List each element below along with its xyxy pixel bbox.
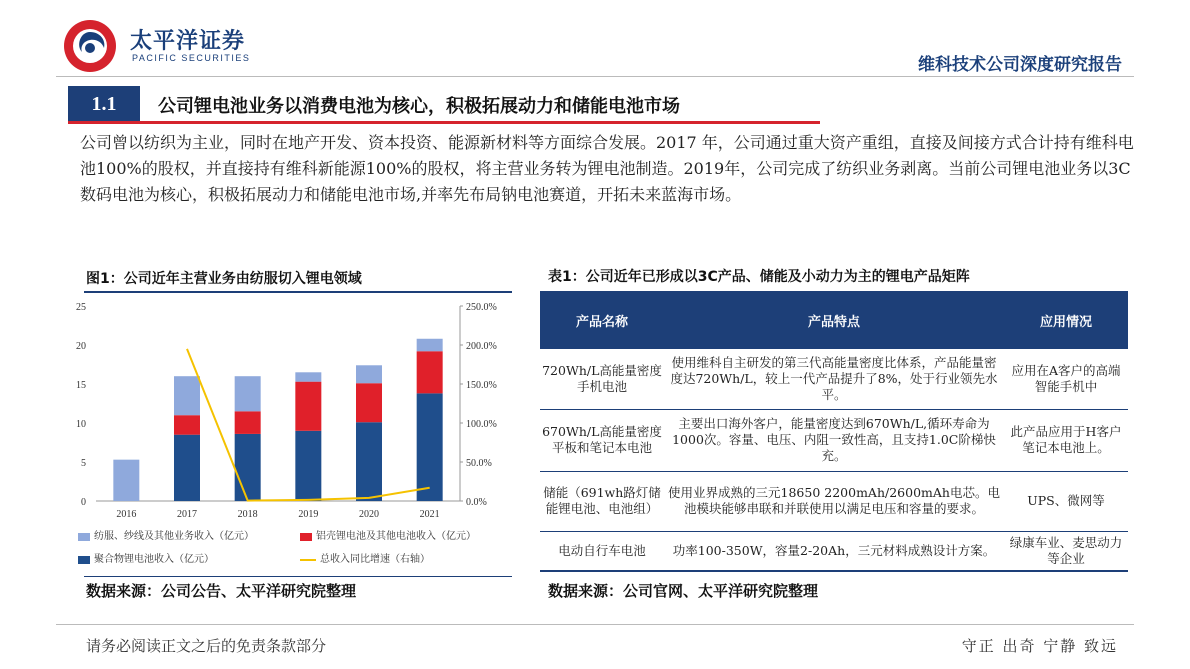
bar-segment — [417, 339, 443, 351]
x-tick-label: 2016 — [116, 509, 137, 520]
x-tick-label: 2019 — [298, 509, 319, 520]
table-row — [540, 349, 1128, 409]
body-paragraph: 公司曾以纺织为主业，同时在地产开发、资本投资、能源新材料等方面综合发展。2017 年，公司通过重大资产重组，直接及间接方式合计持有维科电池100%的股权，并直接持有维科新能源100%的股权，将主营业务转为锂电池制造。2019年，公司完成了纺织业务剥离。当前公司锂电池业务以3C数码电池为核心，积极拓展动力和储能电池市场,并率先布局钠电池赛道，开拓未来蓝海市场。 — [80, 133, 1134, 204]
company-logo — [60, 12, 280, 72]
x-tick-label: 2020 — [359, 509, 379, 520]
revenue-chart — [68, 296, 518, 524]
legend-label: 总收入同比增速（右轴） — [320, 554, 430, 565]
figure-source-rule — [84, 576, 512, 577]
y-tick-left: 20 — [76, 341, 86, 352]
logo-mark-icon — [60, 12, 124, 76]
footer-disclaimer: 请务必阅读正文之后的免责条款部分 — [86, 637, 327, 655]
legend-item-aluminum — [300, 527, 476, 542]
bar-segment — [174, 376, 200, 415]
table-row — [540, 471, 1128, 531]
y-tick-left: 5 — [81, 458, 86, 469]
section-underline — [68, 121, 820, 124]
bar-segment — [113, 460, 139, 501]
cell-product-features: 使用维科自主研发的第三代高能量密度比体系，产品能量密度达720Wh/L，较上一代产品提升了8%，处于行业领先水平。 — [664, 349, 1004, 409]
bar-segment — [174, 415, 200, 435]
legend-label: 纺服、纱线及其他业务收入（亿元） — [94, 531, 254, 542]
header-divider — [56, 76, 1134, 77]
bar-segment — [174, 435, 200, 501]
y-tick-right: 100.0% — [466, 419, 497, 430]
section-number: 1.1 — [68, 86, 140, 122]
footer-motto: 守正 出奇 宁静 致远 — [961, 637, 1118, 655]
cell-product-name: 720Wh/L高能量密度手机电池 — [540, 349, 664, 409]
bar-segment — [295, 372, 321, 381]
cell-product-name: 电动自行车电池 — [540, 531, 664, 571]
bar-segment — [235, 376, 261, 411]
cell-product-features: 使用业界成熟的三元18650 2200mAh/2600mAh电芯。电池模块能够串联和并联使用以满足电压和容量的要求。 — [664, 471, 1004, 531]
section-heading — [68, 86, 820, 122]
cell-product-features: 主要出口海外客户，能量密度达到670Wh/L,循环寿命为1000次。容量、电压、内阻一致性高，且支持1.0C阶梯快充。 — [664, 409, 1004, 471]
legend-label: 铝壳锂电池及其他电池收入（亿元） — [316, 531, 476, 542]
header-application: 应用情况 — [1004, 291, 1128, 349]
cell-product-name: 储能（691wh路灯储能锂电池、电池组） — [540, 471, 664, 531]
bar-segment — [295, 382, 321, 431]
table-header-row — [540, 291, 1128, 349]
bar-segment — [356, 422, 382, 501]
cell-product-features: 功率100-350W，容量2-20Ah，三元材料成熟设计方案。 — [664, 531, 1004, 571]
header-product-name: 产品名称 — [540, 291, 664, 349]
legend-item-polymer — [78, 550, 214, 565]
cell-application: 应用在A客户的高端智能手机中 — [1004, 349, 1128, 409]
legend-swatch — [78, 533, 90, 541]
y-tick-right: 150.0% — [466, 380, 497, 391]
y-tick-left: 0 — [81, 497, 86, 508]
x-tick-label: 2018 — [237, 509, 258, 520]
bar-segment — [235, 434, 261, 501]
bar-segment — [356, 365, 382, 383]
logo-text-cn: 太平洋证券 — [130, 29, 246, 54]
legend-label: 聚合物锂电池收入（亿元） — [94, 554, 214, 565]
table-source: 数据来源：公司官网、太平洋研究院整理 — [548, 582, 819, 600]
y-tick-right: 0.0% — [466, 497, 487, 508]
legend-line-swatch — [300, 559, 316, 561]
report-title: 维科技术公司深度研究报告 — [918, 55, 1122, 75]
footer-divider — [56, 624, 1134, 625]
logo-text-en: PACIFIC SECURITIES — [132, 53, 251, 63]
cell-application: 此产品应用于H客户笔记本电池上。 — [1004, 409, 1128, 471]
product-matrix-table — [540, 291, 1128, 572]
section-title: 公司锂电池业务以消费电池为核心，积极拓展动力和储能电池市场 — [158, 96, 680, 117]
legend-item-textile — [78, 527, 254, 542]
legend-swatch — [300, 533, 312, 541]
table-title: 表1：公司近年已形成以3C产品、储能及小动力为主的锂电产品矩阵 — [548, 269, 970, 285]
figure-title: 图1：公司近年主营业务由纺服切入锂电领域 — [86, 271, 362, 287]
header-product-features: 产品特点 — [664, 291, 1004, 349]
table-row — [540, 409, 1128, 471]
x-tick-label: 2017 — [177, 509, 197, 520]
y-tick-left: 10 — [76, 419, 86, 430]
figure-source: 数据来源：公司公告、太平洋研究院整理 — [86, 582, 357, 600]
bar-segment — [356, 383, 382, 422]
bar-segment — [417, 393, 443, 501]
cell-product-name: 670Wh/L高能量密度平板和笔记本电池 — [540, 409, 664, 471]
x-tick-label: 2021 — [419, 509, 440, 520]
y-tick-right: 200.0% — [466, 341, 497, 352]
table-row — [540, 531, 1128, 571]
cell-application: 绿康车业、麦思动力等企业 — [1004, 531, 1128, 571]
figure-title-rule — [84, 291, 512, 293]
legend-swatch — [78, 556, 90, 564]
y-tick-left: 15 — [76, 380, 86, 391]
bar-segment — [417, 351, 443, 393]
bar-segment — [235, 411, 261, 434]
bar-segment — [295, 431, 321, 501]
y-tick-right: 250.0% — [466, 302, 497, 313]
y-tick-left: 25 — [76, 302, 86, 313]
cell-application: UPS、微网等 — [1004, 471, 1128, 531]
y-tick-right: 50.0% — [466, 458, 492, 469]
legend-item-growth — [300, 550, 430, 565]
